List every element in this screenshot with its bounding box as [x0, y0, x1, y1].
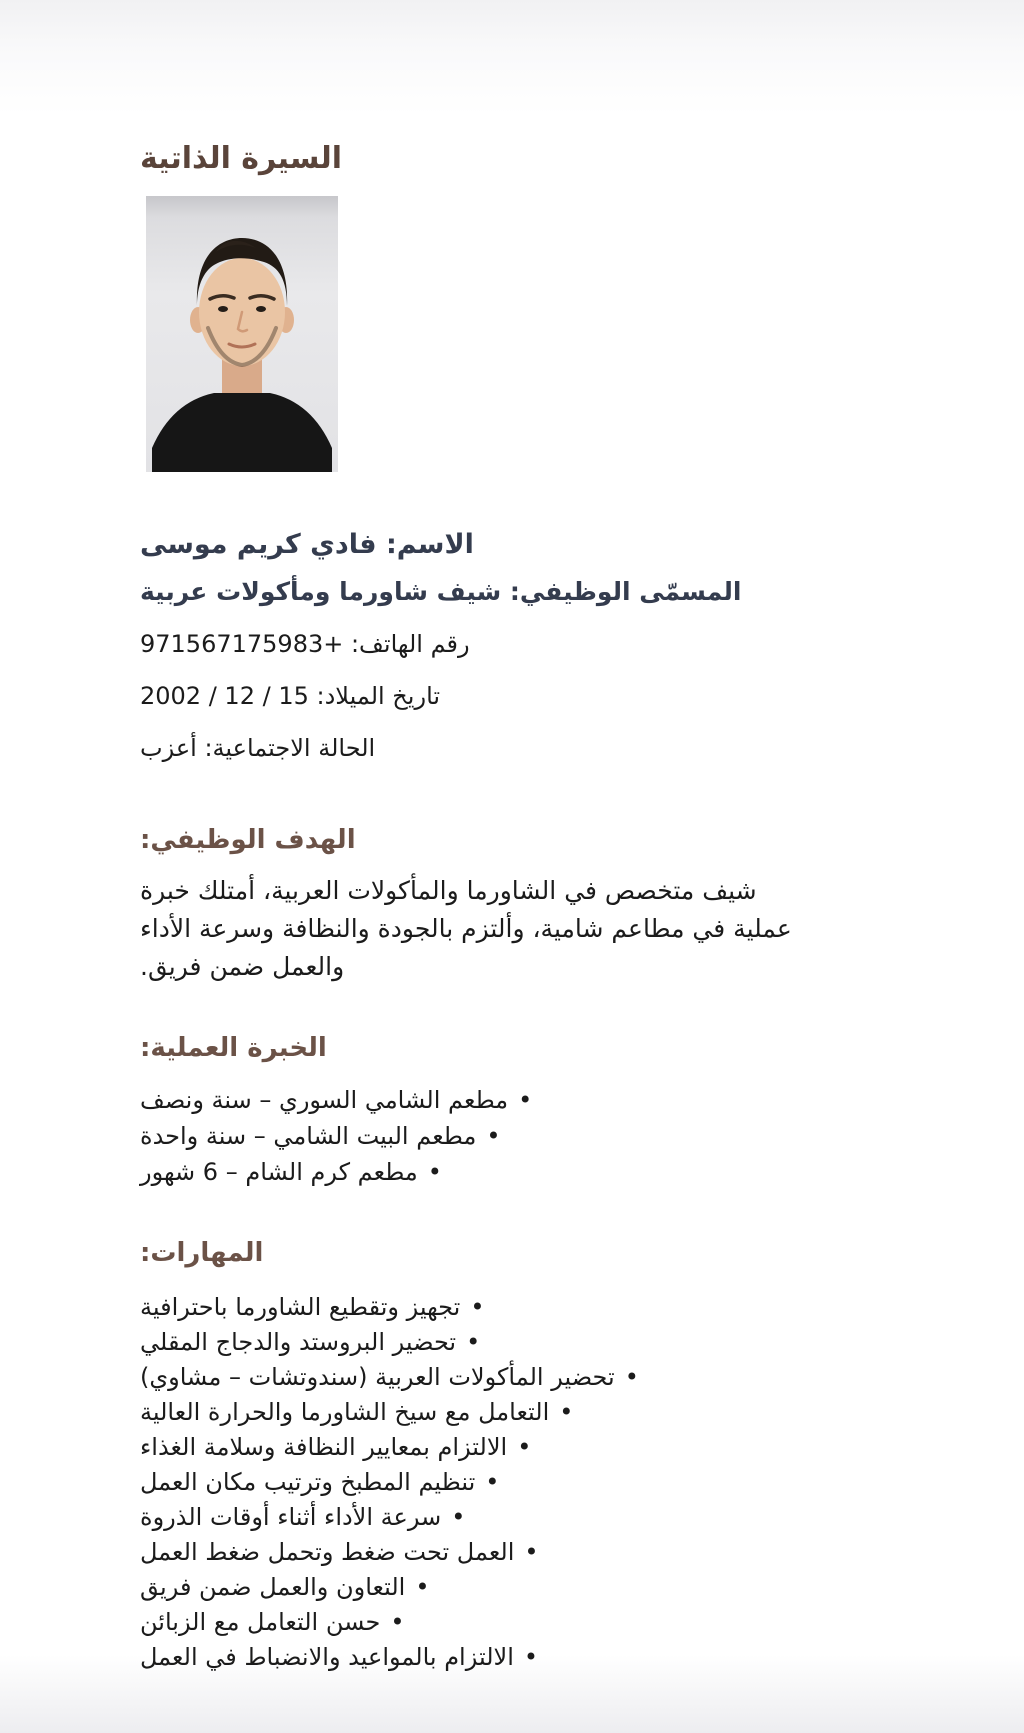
phone-line: رقم الهاتف: +971567175983	[140, 630, 470, 658]
skill-item: • الالتزام بمعايير النظافة وسلامة الغذاء	[140, 1430, 964, 1465]
name-line: الاسم: فادي كريم موسى	[140, 529, 474, 560]
skill-item: • سرعة الأداء أثناء أوقات الذروة	[140, 1500, 964, 1535]
skills-heading: المهارات:	[140, 1238, 264, 1268]
portrait-photo-graphic	[146, 196, 338, 472]
experience-item: • مطعم الشامي السوري – سنة ونصف	[140, 1082, 964, 1118]
skill-item: • تجهيز وتقطيع الشاورما باحترافية	[140, 1290, 964, 1325]
skill-item: • التعامل مع سيخ الشاورما والحرارة العالية	[140, 1395, 964, 1430]
objective-section	[140, 823, 964, 986]
skill-item: • الالتزام بالمواعيد والانضباط في العمل	[140, 1640, 964, 1675]
skill-item: • تحضير البروستد والدجاج المقلي	[140, 1325, 964, 1360]
objective-text: شيف متخصص في الشاورما والمأكولات العربية، أمتلك خبرة عملية في مطاعم شامية، وألتزم بالجودة والنظافة وسرعة الأداء والعمل ضمن فريق.	[140, 876, 792, 981]
experience-section	[140, 1031, 964, 1190]
page-title: السيرة الذاتية	[140, 141, 343, 176]
skill-item: • التعاون والعمل ضمن فريق	[140, 1570, 964, 1605]
skill-item: • حسن التعامل مع الزبائن	[140, 1605, 964, 1640]
job-title-line: المسمّى الوظيفي: شيف شاورما ومأكولات عربية	[140, 577, 742, 606]
experience-item: • مطعم كرم الشام – 6 شهور	[140, 1154, 964, 1190]
objective-heading: الهدف الوظيفي:	[140, 825, 356, 855]
skill-item: • العمل تحت ضغط وتحمل ضغط العمل	[140, 1535, 964, 1570]
experience-list	[140, 1082, 964, 1190]
experience-heading: الخبرة العملية:	[140, 1033, 327, 1063]
skills-list	[140, 1290, 964, 1675]
profile-photo	[146, 196, 338, 472]
experience-item: • مطعم البيت الشامي – سنة واحدة	[140, 1118, 964, 1154]
skills-section	[140, 1236, 964, 1675]
personal-info	[140, 528, 964, 765]
skill-item: • تحضير المأكولات العربية (سندوتشات – مشاوي)	[140, 1360, 964, 1395]
marital-status-line: الحالة الاجتماعية: أعزب	[140, 734, 376, 762]
skill-item: • تنظيم المطبخ وترتيب مكان العمل	[140, 1465, 964, 1500]
birth-date-line: تاريخ الميلاد: 15 / 12 / 2002	[140, 682, 441, 710]
